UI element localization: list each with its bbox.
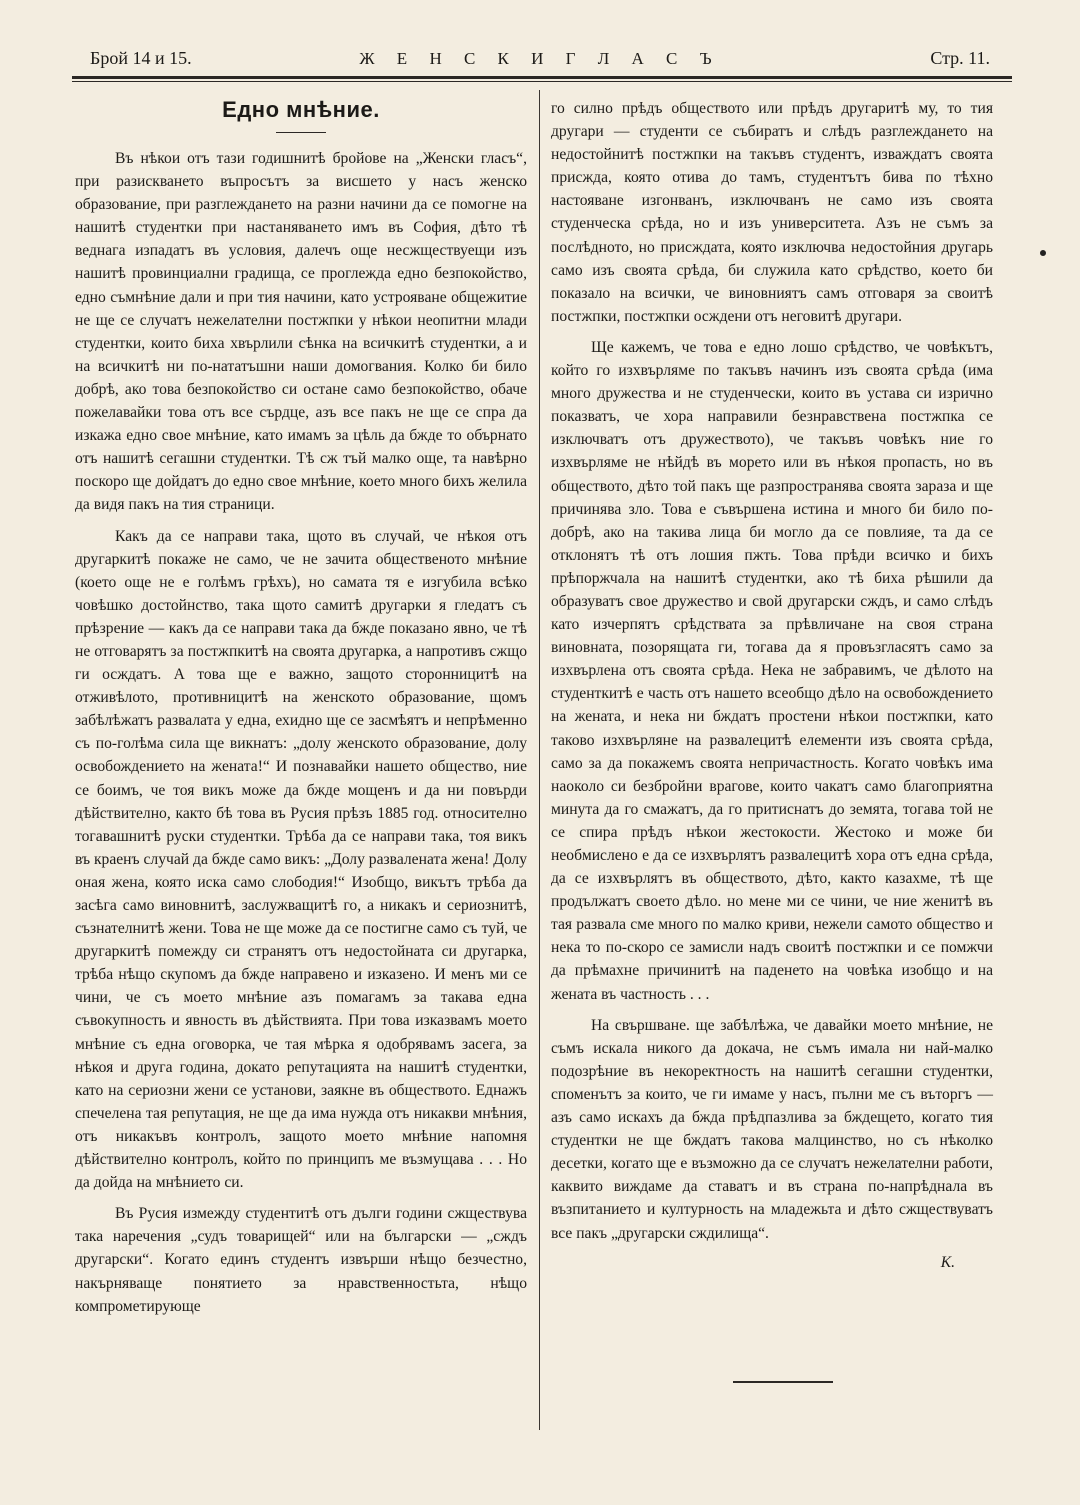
paragraph: На свършване. ще забѣлѣжа, че давайки моето мнѣние, не съмъ искала никого да докача, не съмъ имала ни най-малко подозрѣние въ некоректность на нашитѣ сегашни студентки, споменътъ за които, че ги имаме у насъ, пълни ме съ въторгъ — азъ само искахъ да бжда прѣдпазлива за бждещето, когато тия студентки не ще бждатъ такова малцинство, но съ нѣколко десетки, когато ще е възможно да се случатъ нежелателни работи, каквито виждаме да ставатъ и въ страна по-напрѣднала въ възпитанието и културность на младежьта и дѣто сжществуватъ все пакъ „другарски сждилища“. [551, 1016, 993, 1242]
masthead-title: Ж Е Н С К И Г Л А С Ъ [359, 49, 721, 68]
left-column [75, 147, 527, 1318]
article-title: Едно мнѣние. [222, 97, 380, 122]
paragraph: Ще кажемъ, че това е едно лошо срѣдство, че човѣкътъ, който го изхвърляме по такъвъ начинъ изъ своята срѣда (има много дружества и не студенчески, които въ устава си изрично показватъ, че хора направили безнравствена постжпка се изключватъ отъ дружеството), че такъвъ човѣкъ ние го изхвърляме не нѣйдѣ въ морето или въ нѣкоя пропасть, но въ обществото, дѣто той пакъ ще разпространява своята зараза и ще причинява зло. Това е съвършена истина и много би било по-добрѣ, ако на такива лица би могло да се повлияе, та да се отклонятъ тѣ отъ лошия пжть. Това прѣди всичко и бихъ прѣпоржчала на нашитѣ студентки, ако тѣ биха рѣшили да образуватъ свое дружество и свой другарски сждъ, и само слѣдъ като изчерпятъ срѣдствата за прѣвличане на своя страна виновната, позорящата ги, тогава да я провъзгласятъ само за изхвърлена отъ своята срѣда. Нека не забравимъ, че дѣлото на студенткитѣ е часть отъ нашето всеобщо дѣло на освобождението на жената, и нека ни бждатъ простени нѣкои постжпки, като таково изхвърляне на развалецитѣ елементи изъ своята срѣда, само за да покажемъ своята непричастность. Когато човѣкъ има наоколо си безбройни врагове, които чакатъ само благоприятна минута да го смажатъ, да го притиснатъ до земята, тогава той не се спира прѣдъ нѣкои жестокости. Жестоко и може би необмислено е да се изхвърлятъ развалецитѣ хора отъ една срѣда, да се изхвърлятъ въ обществото, дѣто, както казахме, тѣ ще продължатъ своето дѣло. но мене ми се чини, че ние женитѣ въ тая развала сме много по малко криви, нежели самото общество и нека то по-скоро се замисли надъ своитѣ постжпки и се помжчи да прѣмахне причинитѣ на паденето на човѣка изобщо и на жената въ частность . . . [551, 338, 993, 1003]
paragraph: Въ Русия измежду студентитѣ отъ дълги години сжществува така наречения „судъ товарищей“ или на български — „сждъ другарски“. Когато единъ студентъ извърши нѣщо безчестно, накърняваще понятието за нравственностьта, нѣщо компрометирующе [75, 1205, 527, 1315]
paragraph: го силно прѣдъ обществото или прѣдъ другаритѣ му, то тия другари — студенти се събиратъ и слѣдъ разглеждането на недостойнитѣ постжпки на такъвъ студентъ, изваждатъ своята присжда, която отива до тамъ, студентътъ бива по тѣхно настояване изгонванъ, изключванъ не само изъ своята студенческа срѣда, но и изъ университета. Азъ не съмъ за послѣдното, но присждата, която изключва недостойния другарь само изъ своята срѣда, би служила като срѣдство, което би показало на всички, че виновниятъ самъ отговаря за своитѣ постжпки, постжпки осждени отъ неговитѣ другари. [551, 100, 993, 325]
end-rule [733, 1381, 833, 1383]
right-column [551, 97, 993, 1274]
header-rule [72, 76, 1012, 79]
author-signature: К. [940, 1253, 955, 1271]
page-number: Стр. 11. [930, 48, 990, 68]
header-rule-thin [72, 81, 1012, 82]
paragraph: Въ нѣкои отъ тази годишнитѣ бройове на „Женски гласъ“, при разискването въпросътъ за висшето у насъ женско образование, при разглеждането на разни начини да се помогне на нашитѣ студентки при настаняването имъ въ София, дѣто тѣ веднага изпадатъ въ условия, далечъ още несжществуещи изъ нашитѣ провинциални градища, се проглежда едно безпокойство, едно съмнѣние дали и при тия начини, като устрояване общежитие не ще се случатъ нежелателни постжпки у нѣкои неопитни млади студентки, които биха хвърлили сѣнка на всичкитѣ студентки, а и на всичкитѣ ни по-нататъшни наши домогвания. Колко би било добрѣ, ако това безпокойство си остане само безпокойство, обаче пожелавайки това отъ все сърдце, азъ все пакъ не ще се спра да изкажа едно свое мнѣние, като имамъ за цѣль да бжде то обърнато отъ нашитѣ сегашни студентки. Тѣ сж тъй малко още, та навѣрно поскоро ще дойдатъ до едно свое мнѣние, което много бихъ желила да видя пакъ на тия страници. [75, 150, 527, 514]
ink-dot [1040, 250, 1046, 256]
column-divider [539, 90, 540, 1430]
paragraph: Какъ да се направи така, щото въ случай, че нѣкоя отъ другаркитѣ покаже не само, че не зачита общественото мнѣние (което още не е голѣмъ грѣхъ), но самата тя е изгубила всѣко човѣшко достойнство, така щото самитѣ другарки я гледатъ съ прѣзрение — какъ да се направи така да бжде показано явно, че тѣ не отговарятъ за постжпкитѣ на своята другарка, а напротивъ сжщо ги осждатъ. А това ще е важно, защото сторонницитѣ на отживѣлото, противницитѣ на женското образование, щомъ забѣлѣжатъ развалата у една, ехидно ще се засмѣятъ и непрѣменно съ по-голѣма сила ще викнатъ: „долу женското образование, долу освобождението на жената!“ И познавайки нашето общество, ние се боимъ, че тоя викъ може да бжде мощенъ и да ни повърди дѣйствително, както бѣ това въ Русия прѣзъ 1885 год. относително тогавашнитѣ руски студентки. Трѣба да се направи така, тоя викъ въ краенъ случай да бжде само викъ: „Долу развалената жена! Долу оная жена, която иска само слободия!“ Изобщо, викътъ трѣба да засѣга само виновнитѣ, заслужващитѣ го, а никакъ и сериознитѣ, съзнателнитѣ жени. Това не ще може да се постигне само съ туй, че другаркитѣ помежду си странятъ отъ недостойната си другарка, трѣба нѣщо скупомъ да бжде направено и изказено. И менъ ми се чини, че съ моето мнѣние азъ помагамъ за такава една съвокупность и явность въ дѣйствията. При това изказвамъ моето мнѣние съ една оговорка, че тая мѣрка я одобрявамъ засега, за нѣкоя и друга година, докато репутацията на нашитѣ студентки, като на сериозни жени се установи, заякне въ обществото. Еднажъ спечелена тая репутация, не ще да има нужда отъ никакви мнѣния, отъ никакъвъ контролъ, защото моето мнѣние напомня дѣйствително контролъ, който по принципъ ме възмущава . . . Но да дойда на мнѣнието си. [75, 527, 527, 1192]
issue-number: Брой 14 и 15. [90, 48, 192, 68]
page-header [90, 44, 990, 78]
title-underline [276, 132, 326, 133]
